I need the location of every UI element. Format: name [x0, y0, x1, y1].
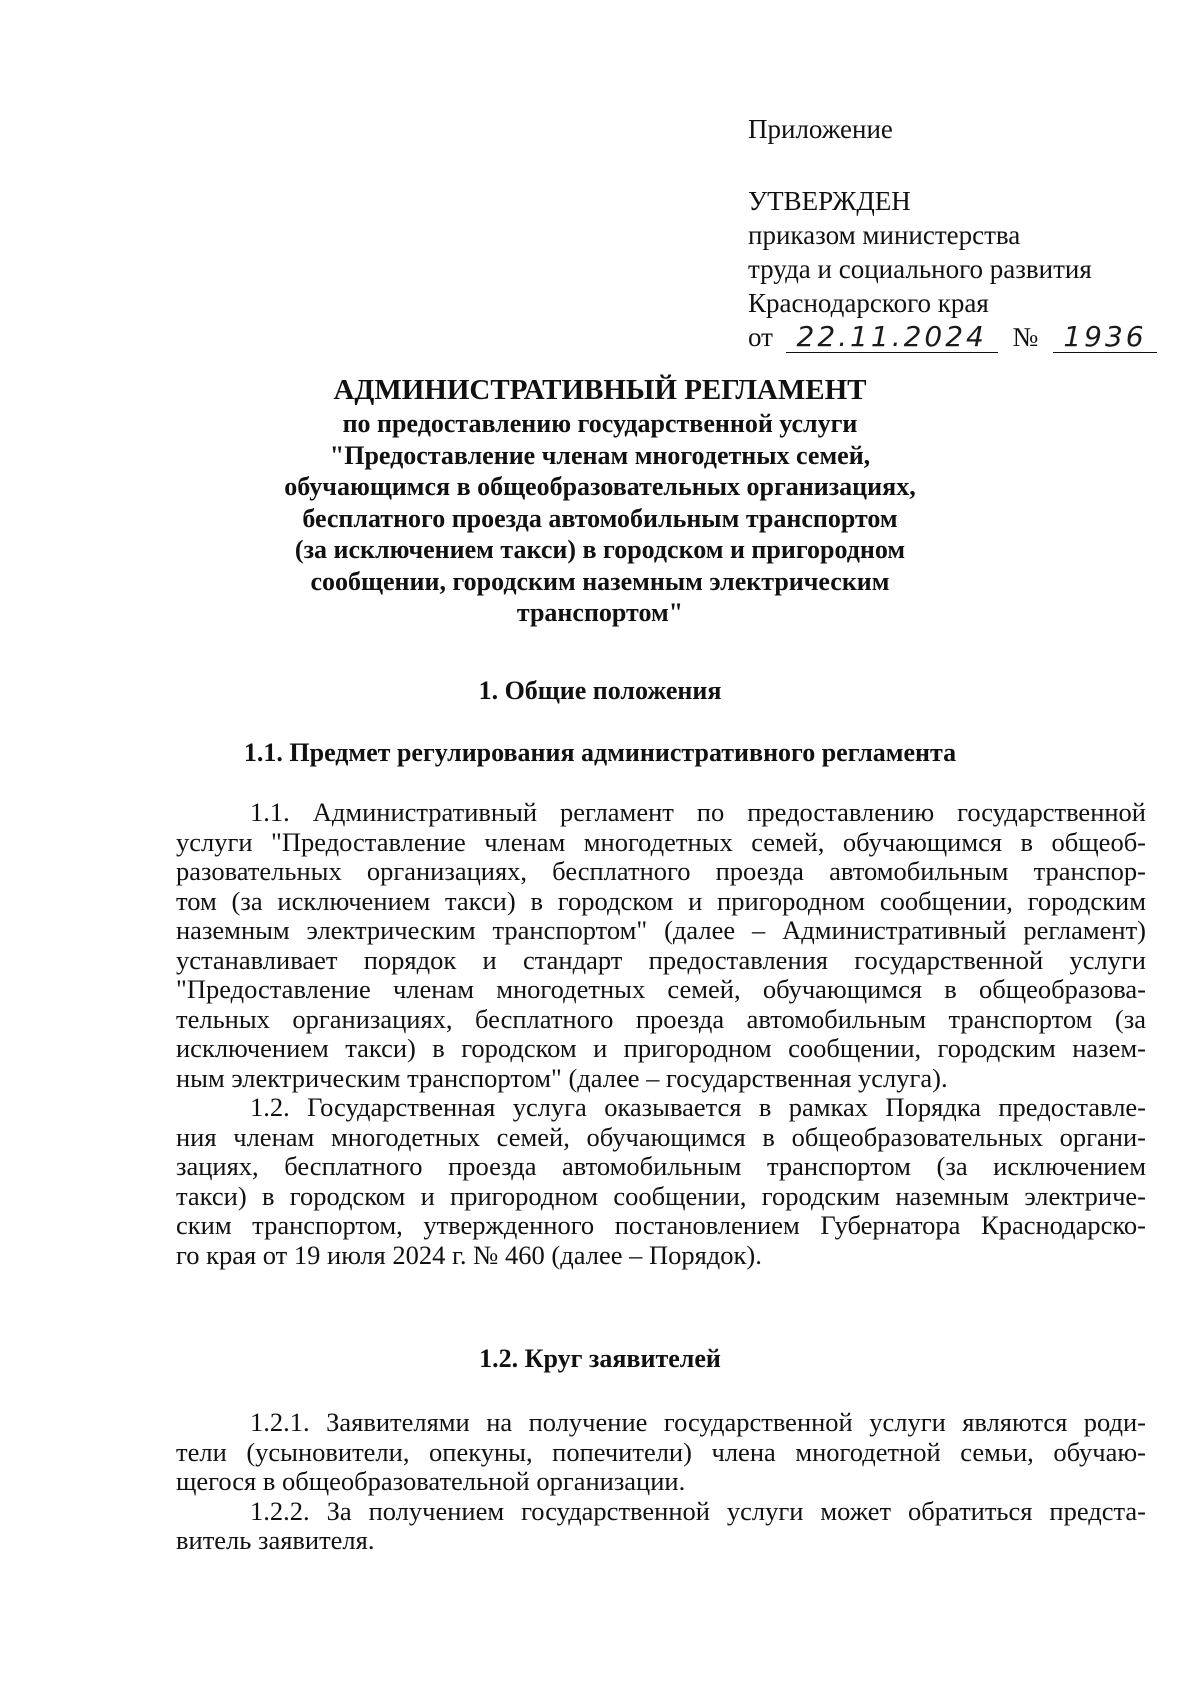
title-line-5: (за исключением такси) в городском и пригородном: [294, 535, 906, 564]
body-line: тели (усыновители, опекуны, попечители) члена многодетной семьи, обучаю-: [176, 1436, 1146, 1467]
approved-label: УТВЕРЖДЕН: [748, 186, 911, 216]
title-line-4: бесплатного проезда автомобильным транспортом: [302, 503, 898, 533]
approval-line-1: приказом министерства: [748, 220, 1021, 250]
body-line: том (за исключением такси) в городском и пригородном сообщении, городским: [176, 885, 1146, 916]
body-line: го края от 19 июля 2024 г. № 460 (далее – Порядок).: [176, 1239, 762, 1270]
body-line: щегося в общеобразовательной организации.: [176, 1466, 686, 1496]
body-line: тельных организациях, бесплатного проезда автомобильным транспортом (за: [176, 1003, 1146, 1034]
body-line: услуги "Предоставление членам многодетных семей, обучающимся в общеоб-: [176, 826, 1146, 857]
body-line: наземным электрическим транспортом" (далее – Административный регламент): [176, 915, 1146, 945]
body-line: "Предоставление членам многодетных семей, обучающимся в общеобразова-: [176, 974, 1146, 1004]
approval-block: [748, 112, 1157, 354]
document-title: [150, 372, 1050, 629]
appendix-label: Приложение: [748, 114, 893, 144]
body-line: 1.2.1. Заявителями на получение государственной услуги являются роди-: [250, 1407, 1146, 1437]
subsection-1-2-body: [176, 1408, 1146, 1556]
body-line: такси) в городском и пригородном сообщении, городским наземным электриче-: [176, 1180, 1146, 1211]
body-line: 1.2.2. За получением государственной услуги может обратиться предста-: [250, 1495, 1146, 1526]
section-1-heading: 1. Общие положения: [478, 676, 722, 705]
title-line-2: "Предоставление членам многодетных семей,: [329, 440, 871, 470]
body-line: ским транспортом, утвержденного постановлением Губернатора Краснодарско-: [176, 1210, 1146, 1240]
order-date-handwritten: 22.11.2024: [786, 322, 998, 353]
subsection-1-1-heading: 1.1. Предмет регулирования административного регламента: [243, 738, 957, 767]
title-line-1: по предоставлению государственной услуги: [342, 409, 858, 438]
body-line: витель заявителя.: [176, 1525, 375, 1555]
body-line: 1.2. Государственная услуга оказывается в рамках Порядка предоставле-: [250, 1092, 1146, 1122]
title-line-7: транспортом": [516, 598, 684, 627]
body-line: ния членам многодетных семей, обучающимся в общеобразовательных органи-: [176, 1121, 1146, 1152]
body-line: ным электрическим транспортом" (далее – государственная услуга).: [176, 1062, 948, 1093]
title-main: АДМИНИСТРАТИВНЫЙ РЕГЛАМЕНТ: [333, 374, 867, 406]
subsection-1-2-heading: 1.2. Круг заявителей: [479, 1344, 721, 1373]
body-line: 1.1. Административный регламент по предоставлению государственной: [250, 797, 1146, 827]
approval-line-3: Краснодарского края: [748, 288, 989, 318]
title-line-6: сообщении, городским наземным электрическим: [310, 566, 890, 596]
subsection-1-1-body: [176, 798, 1146, 1270]
body-line: зациях, бесплатного проезда автомобильным транспортом (за исключением: [176, 1151, 1146, 1181]
body-line: исключением такси) в городском и пригородном сообщении, городским назем-: [176, 1033, 1146, 1063]
order-date-line: [748, 320, 1157, 354]
number-prefix: №: [1012, 322, 1039, 352]
order-number-handwritten: 1936: [1053, 322, 1157, 353]
date-prefix: от: [748, 322, 773, 352]
body-line: устанавливает порядок и стандарт предоставления государственной услуги: [176, 944, 1146, 975]
approval-line-2: труда и социального развития: [748, 254, 1092, 284]
title-line-3: обучающимся в общеобразовательных организациях,: [284, 472, 916, 501]
body-line: разовательных организациях, бесплатного проезда автомобильным транспор-: [176, 856, 1146, 886]
